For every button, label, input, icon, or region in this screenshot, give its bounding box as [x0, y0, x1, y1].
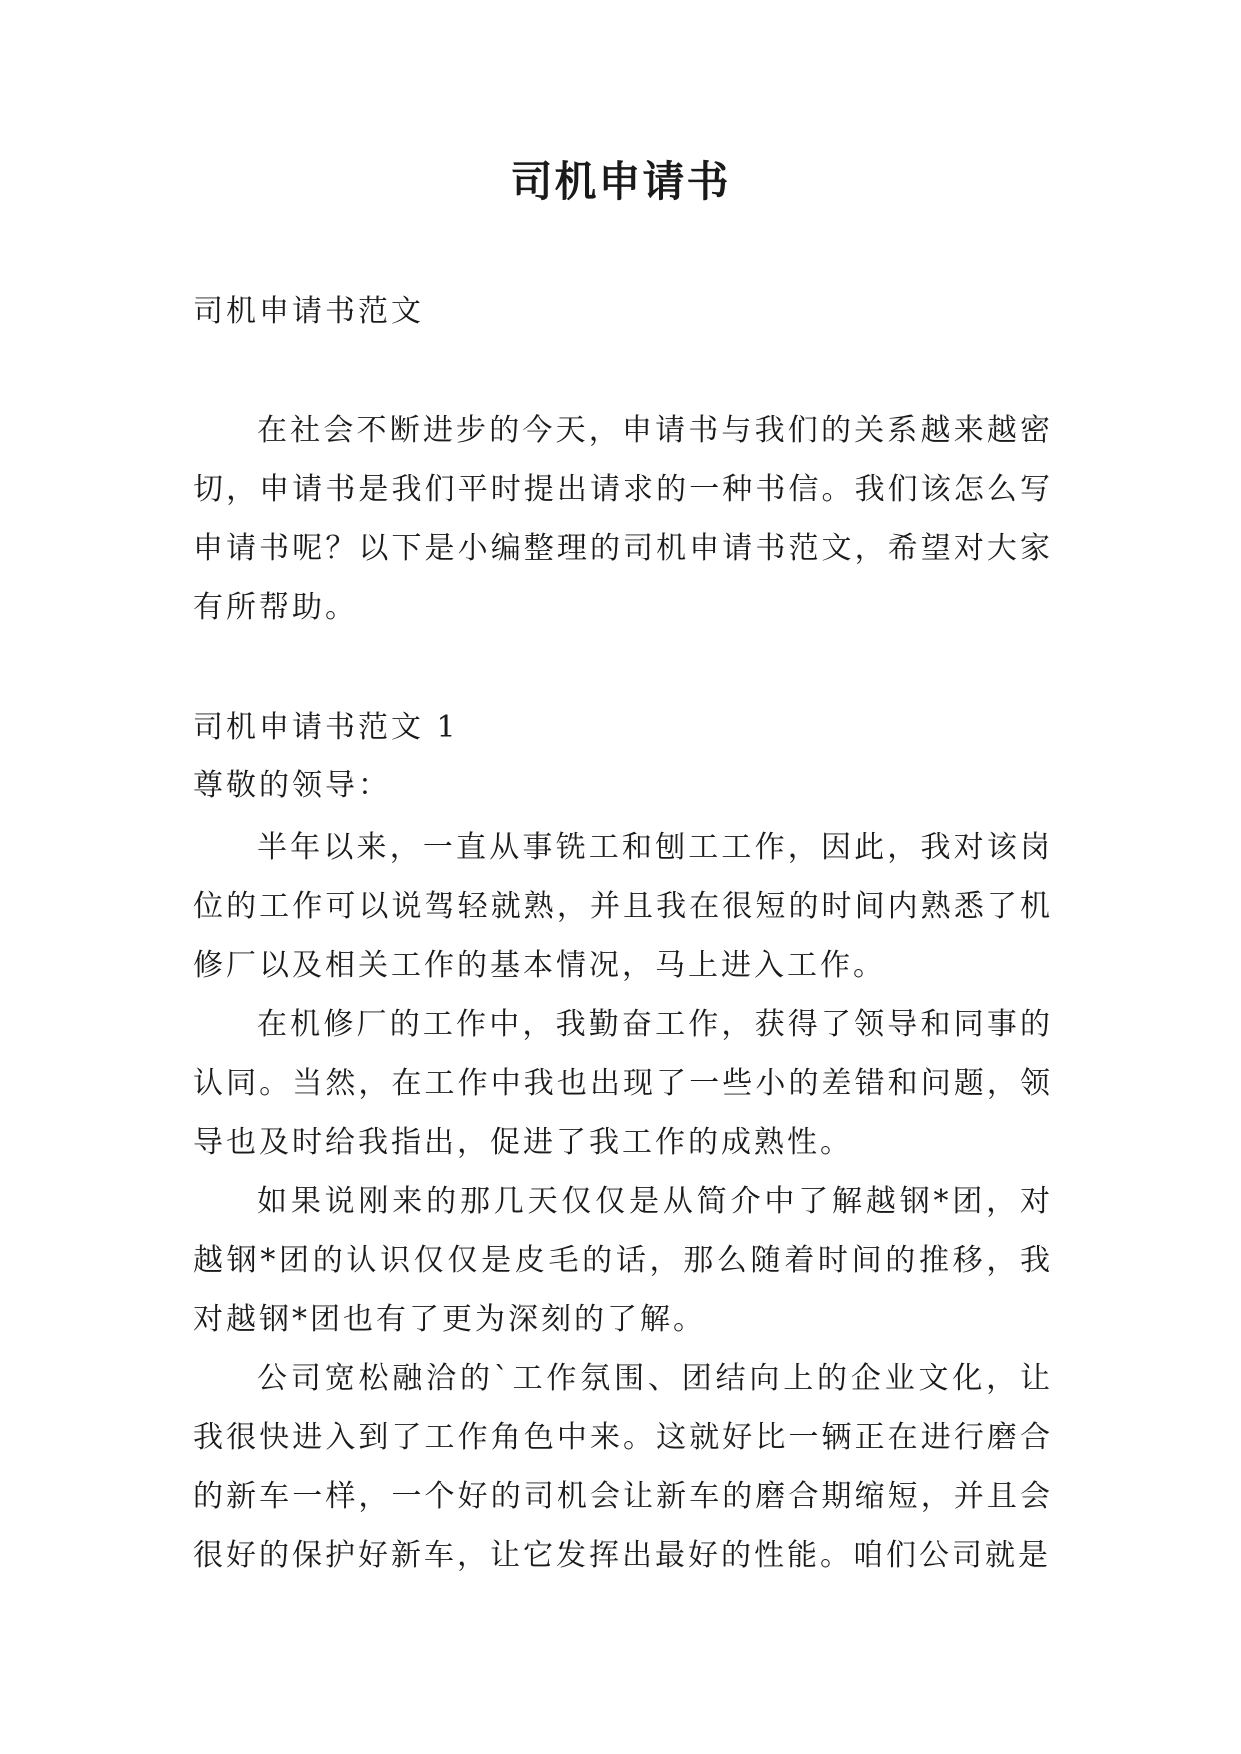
document-subtitle: 司机申请书范文: [193, 294, 424, 329]
body-paragraph: 半年以来，一直从事铣工和刨工工作，因此，我对该岗位的工作可以说驾轻就熟，并且我在很短的时间内熟悉了机修厂以及相关工作的基本情况，马上进入工作。: [193, 830, 1053, 983]
body-paragraph: 如果说刚来的那几天仅仅是从简介中了解越钢*团，对越钢*团的认识仅仅是皮毛的话，那么随着时间的推移，我对越钢*团也有了更为深刻的了解。: [193, 1184, 1053, 1337]
body-paragraph: 公司宽松融洽的`工作氛围、团结向上的企业文化，让我很快进入到了工作角色中来。这就好比一辆正在进行磨合的新车一样，一个好的司机会让新车的磨合期缩短，并且会很好的保护好新车，让它发挥出最好的性能。咱们公司就是: [193, 1361, 1053, 1573]
intro-paragraph: 在社会不断进步的今天，申请书与我们的关系越来越密切，申请书是我们平时提出请求的一种书信。我们该怎么写申请书呢？以下是小编整理的司机申请书范文，希望对大家有所帮助。: [193, 413, 1053, 625]
section-heading: 司机申请书范文 1: [193, 710, 459, 745]
document-title: 司机申请书: [510, 157, 731, 206]
body-paragraph: 在机修厂的工作中，我勤奋工作，获得了领导和同事的认同。当然，在工作中我也出现了一些小的差错和问题，领导也及时给我指出，促进了我工作的成熟性。: [193, 1007, 1053, 1160]
salutation: 尊敬的领导：: [193, 768, 391, 803]
